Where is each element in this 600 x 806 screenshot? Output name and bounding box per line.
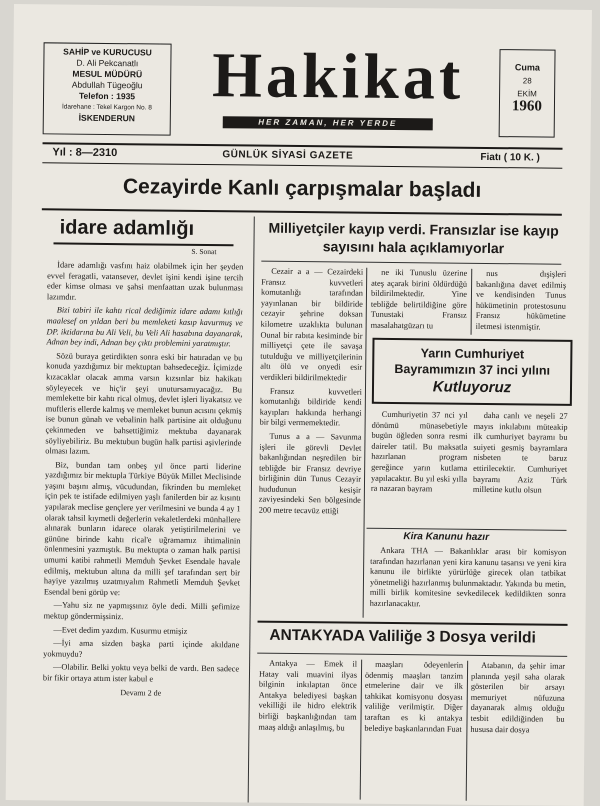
- publisher-name: D. Ali Pekcanatlı: [76, 57, 139, 69]
- paragraph: —Olabilir. Belki yoktu veya belki de vardı. Ben sadece bir fikir ortaya attım ister kabul e: [42, 662, 240, 684]
- editorial-body: [43, 260, 244, 699]
- algeria-article-col1: [259, 267, 364, 521]
- year: 1960: [511, 98, 543, 115]
- column-divider: [360, 660, 362, 800]
- article-rule: [258, 621, 568, 626]
- editor-name: Abdullah Tügeoğlu: [71, 79, 143, 91]
- weekday: Cuma: [514, 62, 540, 73]
- paragraph: Tunus a a — Savunma işleri ile görevli Devlet bakanlığından neşredilen bir tebliğde bir Fransız devriye birliğinin dün Tunus Cezayir hududunun kesişir zaviyesindeki Sen bölgesinde 200 metre tecavüz ettiği: [258, 431, 362, 516]
- paragraph: Cumhuriyetin 37 nci yıl dönümü münasebetiyle bugün öğleden sonra resmi daireler tatil. Bu maksatla hazırlanan program gereğince yarın kutlama yapılacaktır. Bu yıl eski yılla ra nazaran bayram: [370, 409, 468, 494]
- editorial-author: S. Sonat: [191, 246, 217, 257]
- column-divider: [248, 217, 255, 803]
- paragraph: Biz, bundan tam onbeş yıl önce parti liderine yazdığımız bir mektupla Türkiye Büyük Millet Meclisinde yaşını başını almış, vücudundan, fikrinden bu memleket için pek te istifade edilmiyen yaşlı fanilerden bir az kısıntı yapılarak meclise gençlere yer verilmesini ve bunda 4 ay 1 olarak tahsil kıymetli değerlerin vekaletlerdeki münhallere alınarak bunların idarece olarak yetiştirilmelerini ve gününe birinde kahtı rical'e uğramamız ihtimalinin önlenmesini yazmıştık. Bu mektupta o zaman halk partisi umumi katibi rahmetli Memduh Şevket Esendale havale edilmiş, mektubun altına da milli şef tarafından sert bir hayiye yazılmış uzatmıyalım Rahmetli Memduh Şevket Esendal beni görüp ve:: [43, 460, 242, 597]
- algeria-article-col3: [476, 269, 567, 337]
- antakya-article-col2: [364, 660, 463, 738]
- headline-rule: [42, 208, 562, 215]
- paragraph: ne iki Tunuslu üzerine ateş açarak birini öldürdüğü bildirilmektedir. Yine tebliğde belirtildiğine göre Tunustaki Fransız masalahatgüzarı tu: [370, 267, 468, 331]
- office-address: İdarehane : Tekel Kargon No. 8: [61, 103, 152, 112]
- phone-number: Telefon : 1935: [78, 90, 136, 102]
- publisher-box: [43, 42, 172, 135]
- editor-label: MESUL MÜDÜRÜ: [72, 68, 143, 80]
- month: EKİM: [517, 89, 537, 99]
- main-headline: Cezayirde Kanlı çarpışmalar başladı: [122, 175, 482, 202]
- rent-law-body: [370, 546, 567, 615]
- paragraph: Cezair a a — Cezairdeki Fransız kuvvetleri komutanlığı tarafından yayınlanan bir bildiride cezayir şehrine doksan kilometre uzaklıkta bulunan Ounal bir rabıta kesiminde bir milliyetçi çete ile savaşa tutulduğu ve milliyetçilerinin altı ölü ve onyedi esir verdikleri bildirilmektedir: [260, 266, 364, 383]
- paragraph: Atabanın, da şehir imar planında yeşil saha olarak gösterilen bir arsayı memuriyet nüfuzuna dayanarak almış olduğu tesbit edildiğinden bu hususa dair dosya: [470, 660, 566, 734]
- paper-type: GÜNLÜK SİYASİ GAZETE: [222, 149, 354, 162]
- paragraph: Ankara THA — Bakanlıklar arası bir komisyon tarafından hazırlanan yeni kira kanunu tasarısı ve yeni kira kanunu ile birlikte yürürlüğe girecek olan tatbikat yönetmeliği hazırlanmış bulunmaktadır. Yakında bu metin, milli birlik komitesine sevkedilecek kedildikten sonra hazırlanacaktır.: [369, 545, 567, 609]
- paragraph: Fransız kuvvetleri komutanlığı bildiride kendi kayıpları hakkında herhangi bir bilgi vermemektedir.: [259, 386, 363, 428]
- antakya-article-col1: [258, 659, 357, 737]
- paragraph: Sözü buraya getirdikten sonra eski bir hatıradan ve bu konuda yazdığımız bir mektuptan bahsedeceğiz. İçimizde kızacaklar olacak amma varsın kızsınlar biz hakikatı söyleyecek ve hiç'ir şeyi unutursamıyacağız. Bu memlekette bir kahtı rical olmuş, devlet işleri liyakatsız ve muftleris ellerde kalmış ve memleket bunun acısını çekmiş ise bunun günah ve vebalinin halk partisine ait olduğunu çekinmeden ve bahsettiğimiz mektuba dayanarak söyliyebiliriz. Bu mektubun bugün halk partisi aşivlerinde olması lazım.: [45, 351, 243, 456]
- city: İSKENDERUN: [78, 112, 135, 124]
- newspaper-page: [6, 4, 592, 806]
- republic-day-col1: [371, 410, 468, 499]
- antakya-title-part1: ANTAKYADA: [269, 626, 365, 645]
- issue-number: Yıl : 8—2310: [52, 146, 118, 160]
- top-rule: [43, 142, 563, 149]
- paragraph: —Evet dedim yazdım. Kusurmu etmişiz: [53, 625, 188, 636]
- paragraph: nus dışişleri bakanlığına davet edilmiş ve kendisinden Tunus hükümetinin protestosunu Fransız hükümetine iletmesi istenmiştir.: [475, 268, 567, 332]
- paragraph: Bizi tabiri ile kahtı rical dediğimiz idare adamı kıtlığı maalesef on yıldan beri bu memleketi kasıp kavurmuş ve DP. iktidarına bu Ali Veli, bu Veli Ali hasabına dayanarak, Adnan bey indi, Adnan bey çıktı problemini yaratmıştır.: [46, 305, 243, 349]
- paragraph: —Yahu siz ne yapmışsınız öyle dedi. Milli şefimize mektup göndermişsiniz.: [43, 600, 240, 622]
- publisher-label: SAHİP ve KURUCUSU: [63, 46, 152, 58]
- column-divider: [363, 268, 368, 618]
- paragraph: —İyi ama sizden başka parti içinde akıldane yokmuydu?: [43, 638, 240, 659]
- republic-day-box: [372, 338, 573, 406]
- price: Fiatı ( 10 K. ): [480, 151, 540, 164]
- editorial-underline: [53, 242, 233, 246]
- info-rule: [42, 162, 562, 168]
- editorial-title: idare adamlığı: [59, 216, 195, 240]
- continued-note: Devamı 2 de: [120, 687, 162, 698]
- antakya-title-part2: Valiliğe 3 Dosya verildi: [368, 627, 536, 647]
- paragraph: daha canlı ve neşeli 27 mayıs inkılabını müteakip ilk cumhuriyet bayramı bu suiyeti gesmiş bayramlara nisbeten te baruz ettirilecektir. Cumhuriyet bayramı Aziz Türk milletine kutlu olsun: [472, 410, 568, 495]
- column-divider: [471, 269, 473, 335]
- date-box: [499, 49, 556, 138]
- article-rule: [257, 653, 567, 657]
- paragraph: İdare adamlığı vasfını haiz olabilmek için her şeyden evvel feragatli, vatansever, devlet işini kendi işine tercih eder kimse olması ve şahsi menfaattan uzak bulunması lazımdır.: [46, 260, 244, 302]
- paragraph: maaşları ödeyenlerin ödenmiş maaşları tanzim etmelerine dair ve ilk tahkikat komisyonu dosyası valiliğe verilmiştir. Diğer taraftan es ki antakya belediye başkanlarından Fuat: [364, 659, 464, 734]
- republic-day-celebration: Kutluyoruz: [432, 378, 512, 397]
- republic-day-col2: [473, 411, 568, 500]
- article-rule: [367, 528, 567, 531]
- article-rule: [261, 261, 561, 265]
- antakya-article-title: [269, 627, 536, 648]
- algeria-article-title: Milliyetçiler kayıp verdi. Fransızlar ise kayıp sayısını hala açıklamıyorlar: [268, 219, 559, 257]
- republic-day-headline: Yarın Cumhuriyet Bayramımızın 37 inci yılını: [394, 346, 551, 378]
- paragraph: Antakya — Emek il Hatay vali muavini ilyas bilginin inkılaptan önce Antakya belediyesi başkan vekilliği ile hidro elektrik birliği başkanlığından tam maaş aldığı anlaşılmış, bu: [258, 658, 358, 733]
- day-number: 28: [522, 76, 532, 86]
- tagline: HER ZAMAN, HER YERDE: [223, 116, 433, 130]
- newspaper-title: Hakikat: [211, 39, 465, 113]
- antakya-article-col3: [470, 661, 565, 739]
- algeria-article-col2: [371, 268, 468, 336]
- column-divider: [466, 661, 468, 801]
- rent-law-title: Kira Kanunu hazır: [403, 531, 490, 544]
